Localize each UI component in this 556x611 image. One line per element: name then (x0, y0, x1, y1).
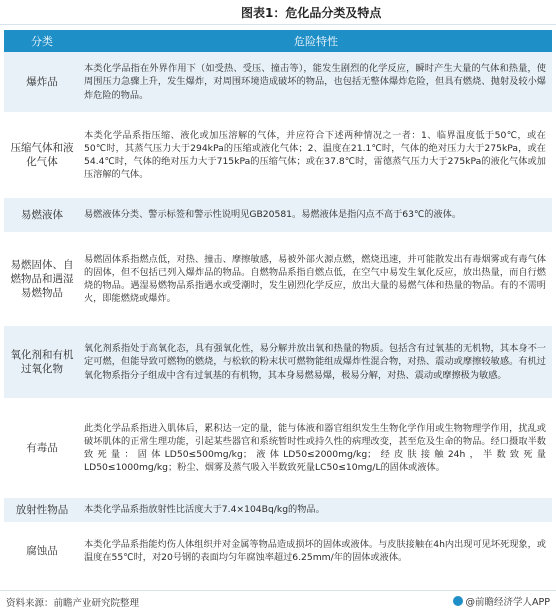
row-description: 本类化学品系指压缩、液化或加压溶解的气体，并应符合下述两种情况之一者：1、临界温度低于50℃，或在50℃时，其蒸气压力大于294kPa的压缩或液化气体；2、温度在21.1℃时，气体的绝对压力大于275kPa，或在54.4℃时，气体的绝对压力大于715kPa的压缩气体；或在37.8℃时，雷德蒸气压力大于275kPa的液化气体或加压溶解的气体。 (84, 129, 546, 181)
table-row (4, 326, 552, 398)
row-category: 易燃液体 (21, 209, 63, 221)
header-hazard: 危险特性 (294, 35, 338, 48)
row-description: 易燃固体系指燃点低，对热、撞击、摩擦敏感，易被外部火源点燃，燃烧迅速，并可能散发出有毒烟雾或有毒气体的固体，但不包括已列入爆炸品的物品。自燃物品系指自燃点低，在空气中易发生氧化反应，放出热量，而自行燃烧的物品。遇湿易燃物品系指遇水或受潮时，发生剧烈化学反应，放出大量的易燃气体和热量的物品。有的不需明火，即能燃烧或爆炸。 (84, 253, 546, 305)
header-category: 分类 (31, 35, 53, 48)
footer (0, 590, 556, 611)
row-description: 易燃液体分类、警示标签和警示性说明见GB20581。易燃液体是指闪点不高于63℃的液体。 (84, 209, 462, 221)
table-row (4, 52, 552, 112)
brand-logo-icon (453, 596, 463, 606)
figure-title: 图表1：危化品分类及特点 (241, 6, 382, 20)
row-category: 腐蚀品 (26, 545, 58, 557)
table-row (4, 198, 552, 232)
row-category: 氧化剂和有机过氧化物 (10, 349, 74, 375)
row-category: 压缩气体和液化气体 (10, 142, 74, 168)
brand (453, 594, 550, 608)
classification-table (4, 30, 552, 580)
row-description: 本类化学品系指放射性比活度大于7.4×104Bq/kg的物品。 (84, 504, 325, 516)
row-description: 本类化学品指在外界作用下（如受热、受压、撞击等），能发生剧烈的化学反应，瞬时产生大量的气体和热量，使周围压力急骤上升，发生爆炸，对周围环境造成破坏的物品，也包括无整体爆炸危险，但具有燃烧、抛射及较小爆炸危险的物品。 (84, 63, 546, 101)
table-row (4, 232, 552, 326)
table-row (4, 112, 552, 198)
table-row (4, 398, 552, 498)
row-category: 有毒品 (26, 442, 58, 454)
table-header (4, 30, 552, 52)
row-category: 易燃固体、自燃物品和遇湿易燃物品 (10, 259, 74, 299)
row-description: 本类化学品系指能灼伤人体组织并对金属等物品造成损坏的固体或液体。与皮肤接触在4h内出现可见坏死现象，或温度在55℃时，对20号钢的表面均匀年腐蚀率超过6.25mm/年的固体或液体。 (84, 538, 546, 563)
table-row (4, 522, 552, 580)
row-category: 放射性物品 (15, 504, 69, 516)
row-description: 氧化剂系指处于高氧化态，具有强氧化性，易分解并放出氧和热量的物质。包括含有过氧基的无机物，其本身不一定可燃，但能导致可燃物的燃烧，与松软的粉末状可燃物能组成爆炸性混合物，对热、震动或摩擦较敏感。有机过氧化物系指分子组成中含有过氧基的有机物，其本身易燃易爆，极易分解，对热、震动或摩擦极为敏感。 (84, 343, 546, 381)
title-bar (0, 0, 556, 25)
row-description: 此类化学品系指进入肌体后，累积达一定的量，能与体液和器官组织发生生物化学作用或生物物理学作用，扰乱或破坏肌体的正常生理功能，引起某些器官和系统暂时性或持久性的病理改变，甚至危及生命的物品。经口摄取半数致死量：固体LD50≤500mg/kg；液体LD50≤2000mg/kg；经皮肤接触24h，半数致死量LD50≤1000mg/kg；粉尘、烟雾及蒸气吸入半数致死量LC50≤10mg/L的固体或液体。 (84, 422, 546, 474)
row-category: 爆炸品 (26, 76, 58, 88)
brand-label: @前瞻经济学人APP (465, 597, 550, 608)
table-row (4, 498, 552, 522)
source-note: 资料来源：前瞻产业研究院整理 (6, 598, 140, 609)
